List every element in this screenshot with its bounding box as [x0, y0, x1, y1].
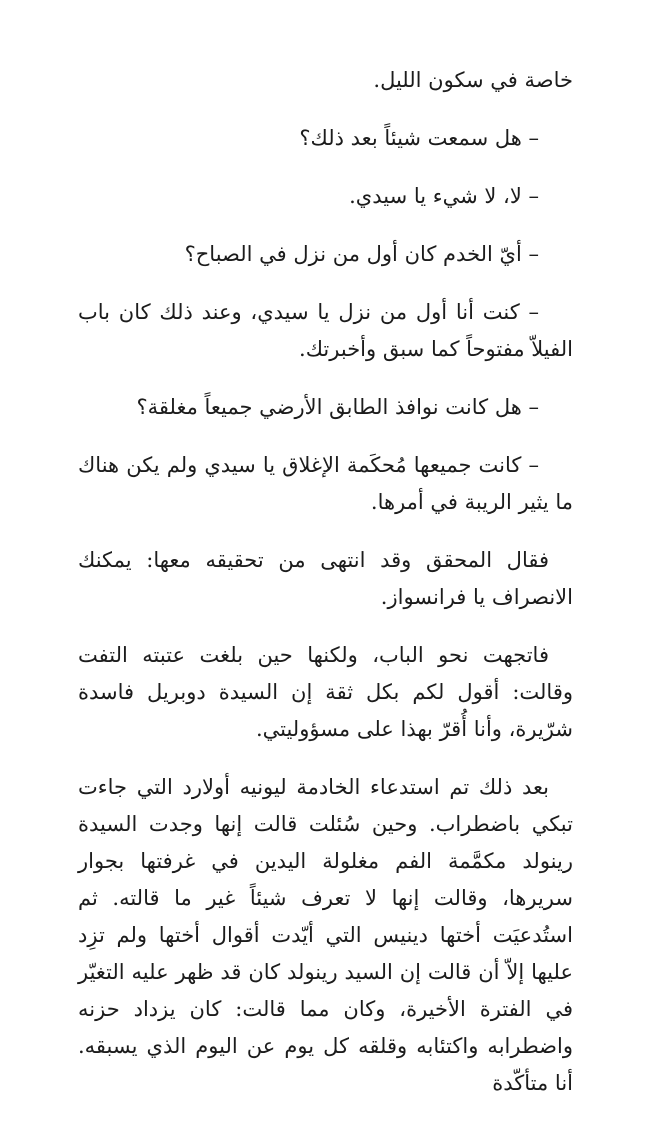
dialogue-line: – كنت أنا أول من نزل يا سيدي، وعند ذلك كان باب الفيلاّ مفتوحاً كما سبق وأخبرتك.: [78, 300, 573, 361]
page-text: [78, 62, 573, 1123]
paragraph-continuation: خاصة في سكون الليل.: [373, 68, 573, 92]
dialogue-line: – هل سمعت شيئاً بعد ذلك؟: [299, 126, 539, 150]
narrative-paragraph: فقال المحقق وقد انتهى من تحقيقه معها: يمكنك الانصراف يا فرانسواز.: [78, 548, 573, 609]
narrative-paragraph: بعد ذلك تم استدعاء الخادمة ليونيه أولارد التي جاءت تبكي باضطراب. وحين سُئلت قالت إنها وجدت السيدة رينولد مكمَّمة الفم مغلولة اليدين في غرفتها بجوار سريرها، وقالت إنها لا تعرف شيئاً غير ما قالته. ثم استُدعيَت أختها دينيس التي أيّدت أقوال أختها ولم تزِد عليها إلاّ أن قالت إن السيد رينولد كان قد ظهر عليه التغيّر في الفترة الأخيرة، وكان مما قالت: كان يزداد حزنه واضطرابه واكتئابه وقلقه كل يوم عن اليوم الذي يسبقه. أنا متأكّدة: [78, 775, 573, 1095]
dialogue-line: – كانت جميعها مُحكَمة الإغلاق يا سيدي ولم يكن هناك ما يثير الريبة في أمرها.: [78, 453, 573, 514]
dialogue-line: – لا، لا شيء يا سيدي.: [349, 184, 539, 208]
narrative-paragraph: فاتجهت نحو الباب، ولكنها حين بلغت عتبته التفت وقالت: أقول لكم بكل ثقة إن السيدة دوبريل فاسدة شرّيرة، وأنا أُقرّ بهذا على مسؤوليتي.: [78, 643, 573, 741]
dialogue-line: – هل كانت نوافذ الطابق الأرضي جميعاً مغلقة؟: [136, 395, 539, 419]
dialogue-line: – أيّ الخدم كان أول من نزل في الصباح؟: [184, 242, 539, 266]
